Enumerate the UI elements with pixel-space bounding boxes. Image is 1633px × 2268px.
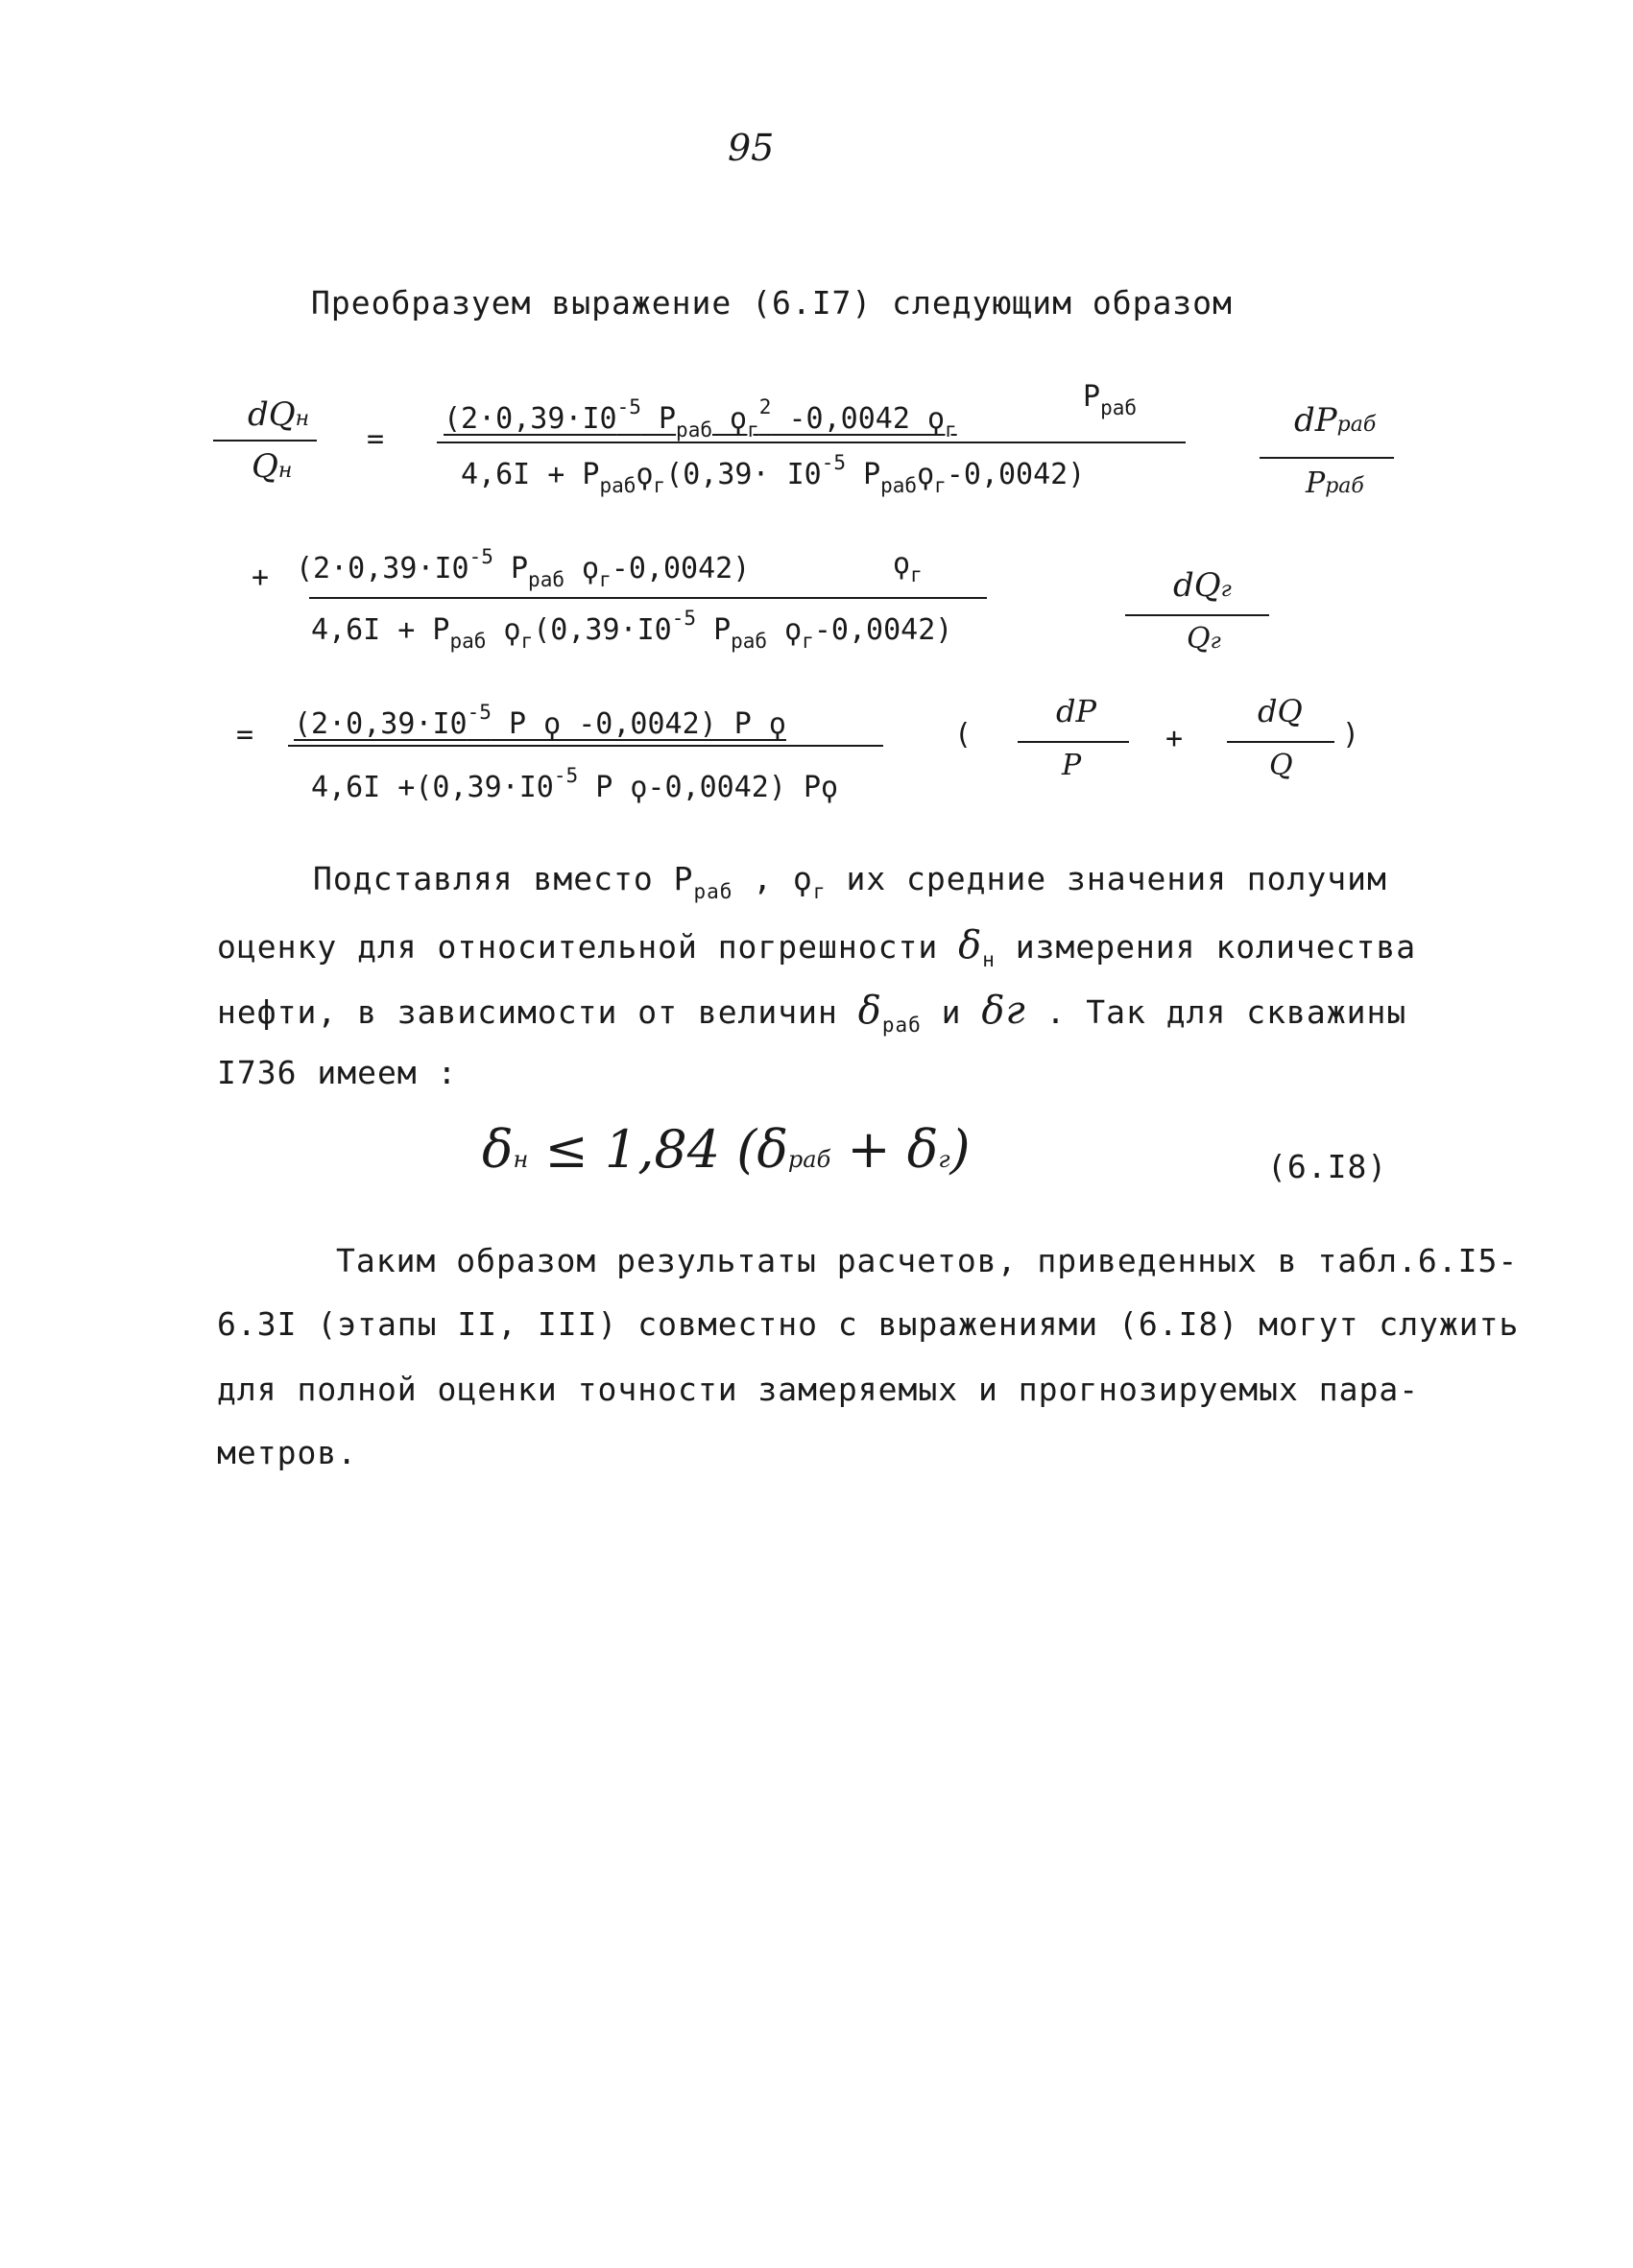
f3-frac2-denominator: Q: [1269, 749, 1293, 782]
f3-frac2-numerator: dQ: [1258, 693, 1303, 729]
f1-right-numerator: dPраб: [1294, 401, 1377, 440]
intro-line: Преобразуем выражение (6.I7) следующим образом: [311, 284, 1233, 322]
para2-line-1: Таким образом результаты расчетов, приведенных в табл.6.I5-: [336, 1242, 1519, 1279]
f1-right-denominator: Pраб: [1306, 466, 1364, 500]
f3-right-paren: ): [1342, 718, 1360, 752]
f1-right-fraction-bar: [1260, 457, 1394, 459]
f1-equals: =: [367, 422, 385, 456]
f3-frac1-denominator: P: [1062, 749, 1082, 782]
para1-line-1: Подставляя вместо $P_{раб}$ , $ϙ_г$ их средние значения получим: [313, 860, 1387, 903]
f1-main-fraction-bar: [437, 442, 1186, 443]
para2-line-2: 6.3I (этапы II, III) совместно с выражениями (6.I8) могут служить: [217, 1305, 1520, 1343]
f1-p-rab-factor: $P_{раб}$: [1083, 380, 1137, 419]
f3-frac1-numerator: dP: [1056, 693, 1097, 729]
equation-number: (6.I8): [1267, 1148, 1388, 1185]
f1-lhs-fraction-bar: [213, 440, 317, 442]
f3-frac2-bar: [1227, 741, 1334, 743]
f2-main-numerator: ($2\cdot 0,39\cdot I0^{-5}$ $P_{раб}$ $ϙ_г-0,0042$): [296, 545, 751, 591]
f1-main-denominator: $4,6I + P_{раб}ϙ_г(0,39\cdot I0^{-5}$ $P_{раб}ϙ_г-0,0042$): [461, 451, 1086, 497]
f2-right-denominator: Qг: [1187, 622, 1221, 656]
f2-main-fraction-bar: [309, 597, 987, 599]
f2-rho-factor: $ϙ_г$: [893, 547, 923, 586]
f2-plus: +: [252, 561, 270, 594]
f1-lhs-denominator: Qн: [252, 447, 293, 486]
para2-line-4: метров.: [217, 1434, 358, 1471]
f3-left-paren: (: [954, 718, 973, 752]
f3-plus: +: [1165, 722, 1184, 755]
para1-line-3: нефти, в зависимости от величин $\delta_{раб}$ и δг . Так для скважины: [217, 989, 1407, 1037]
para2-line-3: для полной оценки точности замеряемых и прогнозируемых пара-: [217, 1371, 1420, 1408]
f3-main-fraction-bar: [288, 745, 883, 747]
f1-lhs-numerator: dQн: [248, 395, 310, 434]
f3-frac1-bar: [1018, 741, 1129, 743]
page-number: 95: [728, 127, 775, 169]
para1-line-4: I736 имеем :: [217, 1054, 458, 1091]
equation-6-18-body: δн ≤ 1,84 (δраб + δг): [482, 1119, 971, 1180]
f2-right-fraction-bar: [1125, 614, 1269, 616]
f3-equals: =: [236, 718, 254, 752]
f2-main-denominator: $4,6I + P_{раб}$ $ϙ_г(0,39\cdot I0^{-5}$ $P_{раб}$ $ϙ_г-0,0042$): [311, 607, 953, 653]
f2-right-numerator: dQг: [1173, 566, 1232, 605]
f3-main-numerator: ($2\cdot 0,39\cdot I0^{-5}$ P ϙ -0,0042) P ϙ: [294, 701, 786, 741]
f3-main-denominator: $4,6I +(0,39\cdot I0^{-5}$ P ϙ-0,0042) Pϙ: [311, 764, 839, 804]
f1-main-numerator: ($2\cdot 0,39\cdot I0^{-5}$ $P_{раб}$ $ϙ_г^2$ -0,0042 $ϙ_г$: [444, 395, 957, 442]
para1-line-2: оценку для относительной погрешности $\delta_н$ измерения количества: [217, 923, 1417, 971]
